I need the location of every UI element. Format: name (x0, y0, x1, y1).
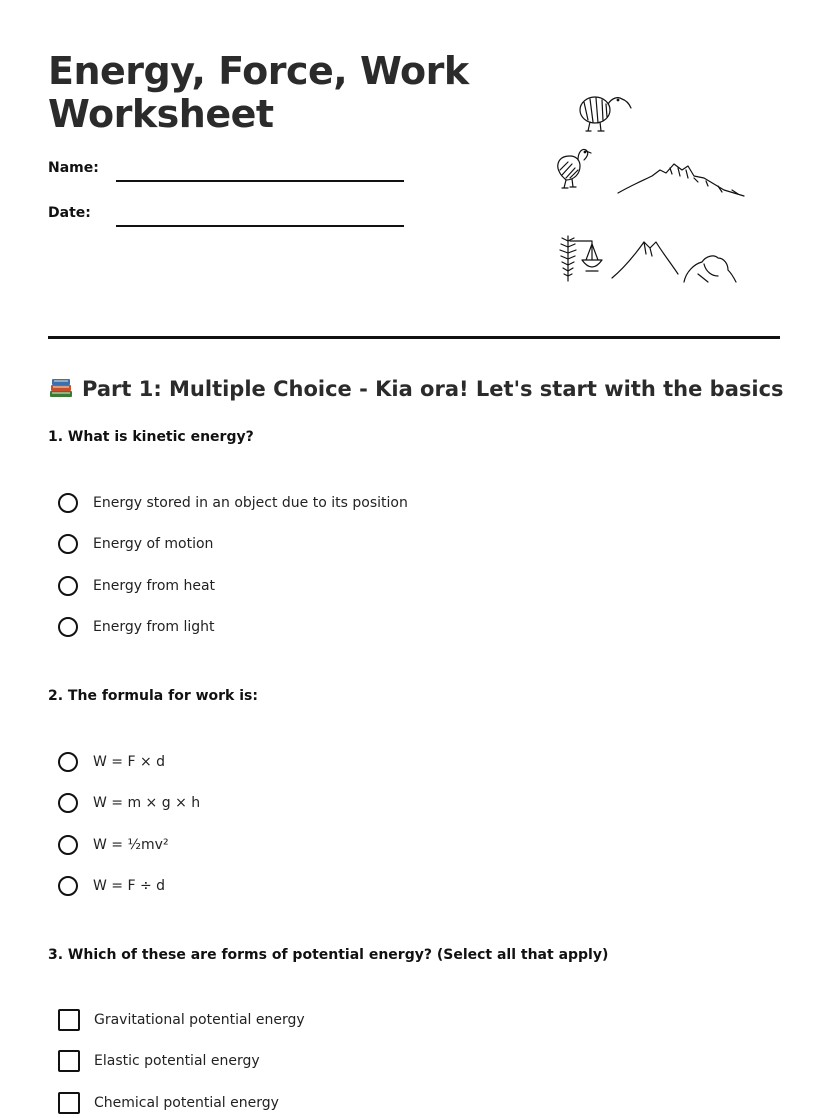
worksheet-title (48, 50, 488, 136)
option-label: Energy from light (93, 619, 215, 635)
radio-button[interactable] (58, 576, 78, 596)
checkbox[interactable] (58, 1009, 80, 1031)
checkbox[interactable] (58, 1050, 80, 1072)
title-line-1: Energy, Force, Work (48, 49, 469, 93)
option-label: W = F ÷ d (93, 878, 166, 894)
name-field[interactable] (116, 180, 404, 182)
radio-button[interactable] (58, 493, 78, 513)
q1-option-4[interactable] (58, 615, 215, 639)
radio-button[interactable] (58, 793, 78, 813)
q2-option-1[interactable] (58, 750, 165, 774)
option-label: Gravitational potential energy (94, 1012, 305, 1028)
option-label: Energy from heat (93, 578, 216, 594)
q2-option-4[interactable] (58, 874, 165, 898)
question-1: 1. What is kinetic energy? (48, 429, 254, 445)
q3-option-3[interactable] (58, 1091, 279, 1115)
option-label: Energy stored in an object due to its position (93, 495, 408, 511)
option-label: Elastic potential energy (94, 1053, 260, 1069)
q3-option-2[interactable] (58, 1049, 260, 1073)
q1-option-2[interactable] (58, 532, 213, 556)
radio-button[interactable] (58, 876, 78, 896)
radio-button[interactable] (58, 617, 78, 637)
q1-option-3[interactable] (58, 574, 215, 598)
rock-pile-icon (684, 256, 736, 282)
radio-button[interactable] (58, 534, 78, 554)
kiwi-bird-icon (580, 97, 631, 131)
name-label: Name: (48, 160, 99, 176)
title-line-2: Worksheet (48, 92, 274, 136)
section-divider (48, 336, 780, 339)
option-label: W = F × d (93, 754, 166, 770)
option-label: Chemical potential energy (94, 1095, 279, 1111)
option-label: W = ½mv² (93, 837, 169, 853)
date-label: Date: (48, 205, 91, 221)
weka-bird-icon (558, 149, 591, 188)
part1-heading (48, 375, 784, 401)
radio-button[interactable] (58, 835, 78, 855)
radio-button[interactable] (58, 752, 78, 772)
option-label: W = m × g × h (93, 795, 201, 811)
checkbox[interactable] (58, 1092, 80, 1114)
nz-illustrations (548, 86, 758, 291)
books-icon (48, 375, 74, 399)
date-field[interactable] (116, 225, 404, 227)
option-label: Energy of motion (93, 536, 214, 552)
q1-option-1[interactable] (58, 491, 408, 515)
mountain-range-icon (618, 164, 744, 196)
question-3: 3. Which of these are forms of potential energy? (Select all that apply) (48, 947, 609, 963)
fern-icon (560, 236, 576, 281)
q3-option-1[interactable] (58, 1008, 305, 1032)
question-2: 2. The formula for work is: (48, 688, 258, 704)
q2-option-3[interactable] (58, 833, 169, 857)
q2-option-2[interactable] (58, 791, 200, 815)
mountain-peak-icon (612, 242, 678, 278)
part1-heading-text: Part 1: Multiple Choice - Kia ora! Let's start with the basics (82, 377, 784, 401)
